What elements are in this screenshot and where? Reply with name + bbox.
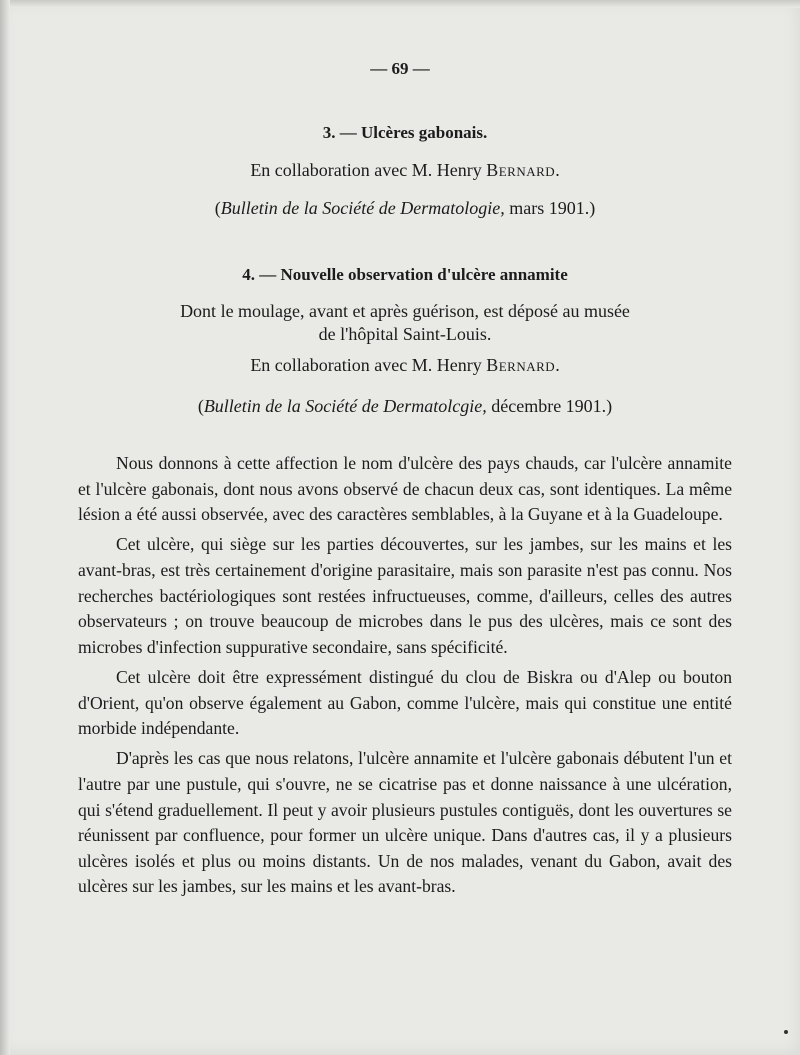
- citation-date: décembre 1901.): [486, 396, 613, 416]
- collaboration-line-1: [78, 160, 732, 181]
- collab-suffix: .: [555, 355, 560, 375]
- collab-prefix: En collaboration avec M. Henry: [250, 160, 487, 180]
- collab-prefix: En collaboration avec M. Henry: [250, 355, 487, 375]
- moulage-note-line-2: de l'hôpital Saint-Louis.: [318, 324, 492, 344]
- binding-shadow: [0, 0, 10, 1055]
- paragraph: D'après les cas que nous relatons, l'ulcère annamite et l'ulcère gabonais débutent l'un et l'autre par une pustule, qui s'ouvre, ne se cicatrise pas et donne naissance à une ulcération, qui s'étend graduellement. Il peut y avoir plusieurs pustules contiguës, dont les ouvertures se réunissent par confluence, pour former un ulcère unique. Dans d'autres cas, il y a plusieurs ulcères isolés et plus ou moins distants. Un de nos malades, venant du Gabon, avait des ulcères sur les jambes, sur les mains et les avant-bras.: [78, 748, 732, 897]
- bulletin-citation-2: [78, 396, 732, 417]
- paren-open: (: [214, 198, 221, 218]
- body-text: [78, 451, 732, 904]
- scan-speck: [784, 1030, 788, 1034]
- journal-title: Bulletin de la Société de Dermatologie,: [220, 198, 505, 218]
- collaborator-name: Bernard: [486, 160, 556, 180]
- paragraph: Nous donnons à cette affection le nom d'ulcère des pays chauds, car l'ulcère annamite et l'ulcère gabonais, dont nous avons observé de chacun deux cas, sont identiques. La même lésion a été aussi observée, avec des caractères semblables, à la Guyane et à la Guadeloupe.: [78, 453, 732, 525]
- bulletin-citation-1: [78, 198, 732, 219]
- collaboration-line-2: [78, 355, 732, 376]
- section-4-heading: 4. — Nouvelle observation d'ulcère annamite: [242, 265, 568, 284]
- collaborator-name: Bernard: [486, 355, 556, 375]
- paragraph: Cet ulcère, qui siège sur les parties découvertes, sur les jambes, sur les mains et les avant-bras, est très certainement d'origine parasitaire, mais son parasite n'est pas connu. Nos recherches bactériologiques sont restées infructueuses, comme, d'ailleurs, celles des autres observateurs ; on trouve beaucoup de microbes dans le pus des ulcères, mais ce sont des microbes d'infection suppurative secondaire, sans spécificité.: [78, 534, 732, 657]
- journal-title: Bulletin de la Société de Dermatolcgie,: [203, 396, 487, 416]
- paren-open: (: [197, 396, 204, 416]
- collab-suffix: .: [555, 160, 560, 180]
- page-number: — 69 —: [370, 59, 430, 78]
- top-edge-shadow: [0, 0, 800, 8]
- section-3-heading: 3. — Ulcères gabonais.: [322, 123, 488, 142]
- moulage-note-line-1: Dont le moulage, avant et après guérison, est déposé au musée: [180, 301, 630, 321]
- citation-date: mars 1901.): [504, 198, 596, 218]
- paragraph: Cet ulcère doit être expressément distingué du clou de Biskra ou d'Alep ou bouton d'Orient, qu'on observe également au Gabon, comme l'ulcère, mais qui constitue une entité morbide indépendante.: [78, 666, 732, 739]
